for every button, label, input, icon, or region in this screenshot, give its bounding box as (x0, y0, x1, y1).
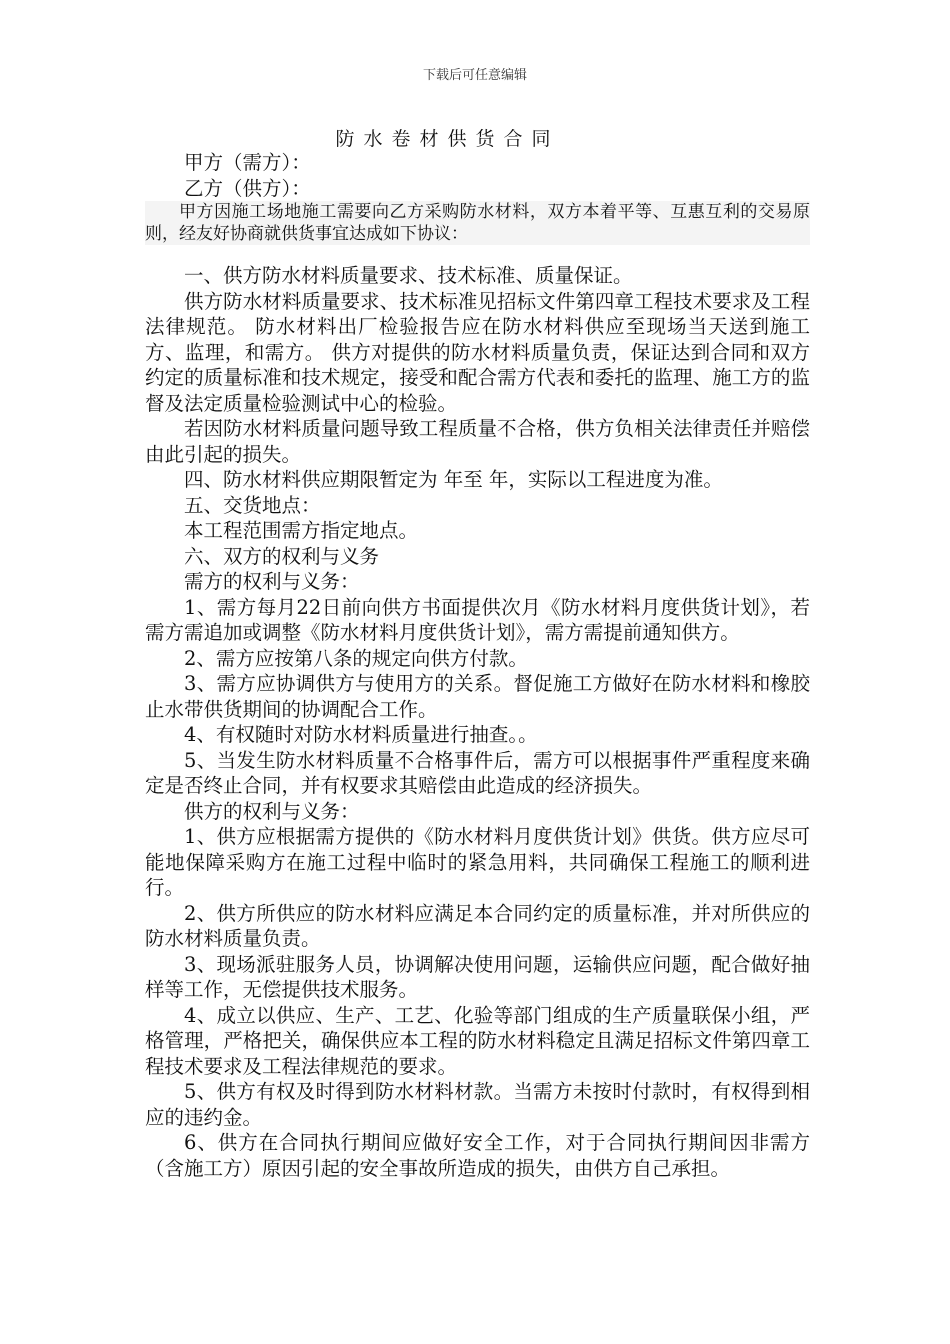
spacer (145, 245, 810, 263)
paragraph: 四、防水材料供应期限暂定为 年至 年，实际以工程进度为准。 (184, 468, 723, 491)
paragraph: 6、供方在合同执行期间应做好安全工作，对于合同执行期间因非需方（含施工方）原因引起的安全事故所造成的损失，由供方自己承担。 (145, 1131, 810, 1180)
page-header-note: 下载后可任意编辑 (422, 68, 527, 83)
paragraph: 5、供方有权及时得到防水材料材款。当需方未按时付款时，有权得到相应的违约金。 (145, 1080, 810, 1129)
paragraph: 若因防水材料质量问题导致工程质量不合格，供方负相关法律责任并赔偿由此引起的损失。 (145, 417, 810, 466)
document-title: 防水卷材供货合同 (335, 128, 560, 150)
paragraph: 五、交货地点： (184, 493, 321, 517)
paragraph: 需方的权利与义务： (184, 570, 360, 593)
paragraph: 本工程范围需方指定地点。 (184, 519, 419, 542)
paragraph: 六、双方的权利与义务 (184, 544, 380, 568)
intro-paragraph: 甲方因施工场地施工需要向乙方采购防水材料，双方本着平等、互惠互利的交易原则，经友好协商就供货事宜达成如下协议： (145, 202, 810, 244)
paragraph: 供方的权利与义务： (184, 799, 360, 823)
paragraph: 3、需方应协调供方与使用方的关系。督促施工方做好在防水材料和橡胶止水带供货期间的协调配合工作。 (145, 672, 810, 721)
intro-block (145, 201, 810, 245)
party-b-line: 乙方（供方）： (184, 176, 311, 200)
paragraph: 5、当发生防水材料质量不合格事件后，需方可以根据事件严重程度来确定是否终止合同，并有权要求其赔偿由此造成的经济损失。 (145, 748, 810, 797)
paragraph: 4、成立以供应、生产、工艺、化验等部门组成的生产质量联保小组，严格管理，严格把关，确保供应本工程的防水材料稳定且满足招标文件第四章工程技术要求及工程法律规范的要求。 (145, 1003, 810, 1078)
paragraph: 一、供方防水材料质量要求、技术标准、质量保证。 (184, 264, 633, 287)
party-a-line: 甲方（需方）： (184, 151, 311, 174)
paragraph: 供方防水材料质量要求、技术标准见招标文件第四章工程技术要求及工程法律规范。 防水材料出厂检验报告应在防水材料供应至现场当天送到施工方、监理，和需方。 供方对提供的防水材料质量负责，保证达到合同和双方约定的质量标准和技术规定，接受和配合需方代表和委托的监理、施工方的监督及法定质量检验测试中心的检验。 (145, 289, 810, 415)
paragraph: 1、需方每月22日前向供方书面提供次月《防水材料月度供货计划》，若需方需追加或调整《防水材料月度供货计划》，需方需提前通知供方。 (145, 595, 810, 644)
paragraph: 3、现场派驻服务人员，协调解决使用问题，运输供应问题，配合做好抽样等工作，无偿提供技术服务。 (145, 952, 810, 1001)
paragraph: 1、供方应根据需方提供的《防水材料月度供货计划》供货。供方应尽可能地保障采购方在施工过程中临时的紧急用料，共同确保工程施工的顺利进行。 (145, 825, 810, 899)
paragraph: 4、有权随时对防水材料质量进行抽查。。 (184, 723, 538, 746)
paragraph: 2、需方应按第八条的规定向供方付款。 (184, 646, 528, 670)
paragraph: 2、供方所供应的防水材料应满足本合同约定的质量标准，并对所供应的防水材料质量负责。 (145, 901, 810, 950)
contract-body (145, 150, 810, 1181)
